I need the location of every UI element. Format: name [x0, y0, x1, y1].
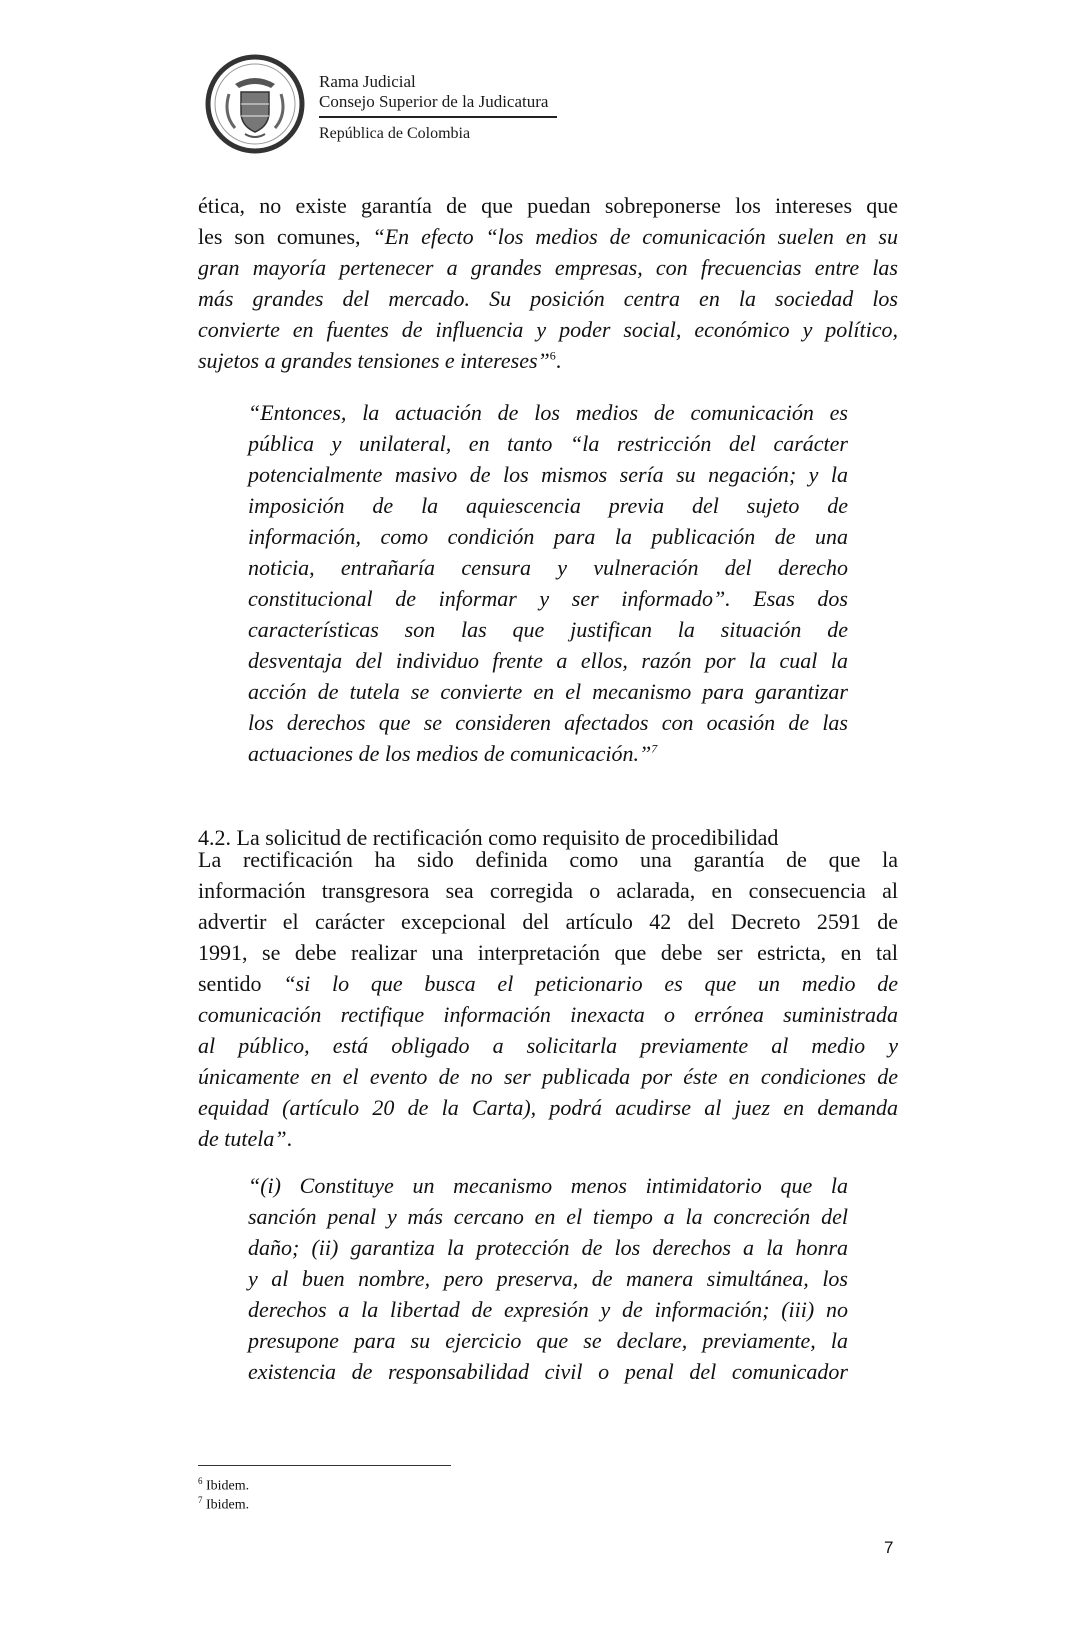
paragraph-2-line [198, 999, 898, 1030]
footnote-number: 7 [198, 1495, 203, 1505]
paragraph-1-last-line [198, 348, 561, 373]
footnote-ref-6[interactable]: 6 [549, 348, 556, 363]
paragraph-1-quote-start: “En efecto “los medios de comunicación suelen en su [372, 224, 898, 249]
paragraph-1-quote: convierte en fuentes de influencia y poder social, económico y político, [198, 317, 898, 342]
footnote-7 [198, 1492, 249, 1514]
paragraph-1-line: ética, no existe garantía de que puedan sobreponerse los intereses que [198, 193, 898, 218]
paragraph-2-quote: comunicación rectifique información inexacta o errónea suministrada [198, 1002, 898, 1027]
paragraph-1-quote: gran mayoría pertenecer a grandes empresas, con frecuencias entre las [198, 255, 898, 280]
block-quote1-line: noticia, entrañaría censura y vulneración del derecho [248, 555, 848, 580]
paragraph-2-quote: al público, está obligado a solicitarla previamente al medio y [198, 1033, 898, 1058]
block-quote1-line: características son las que justifican la situación de [248, 617, 848, 642]
institution-line-3: República de Colombia [319, 124, 471, 142]
block-quote1-line: desventaja del individuo frente a ellos, razón por la cual la [248, 648, 848, 673]
page-number: 7 [884, 1538, 894, 1557]
section-heading: 4.2. La solicitud de rectificación como requisito de procedibilidad [198, 825, 779, 850]
coat-of-arms-seal-icon [205, 54, 305, 154]
paragraph-2-line: advertir el carácter excepcional del artículo 42 del Decreto 2591 de [198, 909, 898, 934]
footnote-text: Ibidem. [206, 1478, 250, 1494]
paragraph-1-quote: más grandes del mercado. Su posición centra en la sociedad los [198, 286, 898, 311]
paragraph-1-line [198, 283, 898, 314]
block-quote1-line: constitucional de informar y ser informado”. Esas dos [248, 586, 848, 611]
block-quote2-line: daño; (ii) garantiza la protección de los derechos a la honra [248, 1235, 848, 1260]
block-quote1-line: información, como condición para la publicación de una [248, 524, 848, 549]
institution-name [319, 72, 557, 144]
block-quote2-line: “(i) Constituye un mecanismo menos intimidatorio que la [248, 1173, 848, 1198]
block-quote1-line: los derechos que se consideren afectados con ocasión de las [248, 710, 848, 735]
paragraph-2-line: La rectificación ha sido definida como una garantía de que la [198, 847, 898, 872]
paragraph-2-quote: equidad (artículo 20 de la Carta), podrá acudirse al juez en demanda [198, 1095, 898, 1120]
paragraph-2-quote: únicamente en el evento de no ser publicada por éste en condiciones de [198, 1064, 898, 1089]
block-quote1-text: actuaciones de los medios de comunicación.” [248, 741, 652, 766]
footnote-ref-7[interactable]: 7 [651, 741, 658, 756]
paragraph-1-line [198, 314, 898, 345]
paragraph-1-quote-end: sujetos a grandes tensiones e intereses” [198, 348, 550, 373]
paragraph-2-line [198, 1030, 898, 1061]
block-quote-1 [248, 397, 848, 769]
block-quote1-line: imposición de la aquiescencia previa del sujeto de [248, 493, 848, 518]
block-quote2-line: sanción penal y más cercano en el tiempo a la concreción del [248, 1204, 848, 1229]
block-quote1-line: “Entonces, la actuación de los medios de comunicación es [248, 400, 848, 425]
paragraph-2-period: . [286, 1126, 293, 1151]
header-rule [319, 116, 557, 118]
paragraph-1 [198, 190, 898, 376]
paragraph-2-last-line [198, 1126, 292, 1151]
paragraph-1-line [198, 252, 898, 283]
paragraph-1-text: les son comunes, [198, 224, 373, 249]
block-quote2-line: existencia de responsabilidad civil o penal del comunicador [248, 1359, 848, 1384]
block-quote1-last-line [248, 741, 657, 766]
block-quote2-line: y al buen nombre, pero preserva, de manera simultánea, los [248, 1266, 848, 1291]
paragraph-1-line [198, 221, 898, 252]
block-quote1-line: potencialmente masivo de los mismos sería su negación; y la [248, 462, 848, 487]
paragraph-2-line [198, 1061, 898, 1092]
institution-line-1: Rama Judicial [319, 72, 416, 91]
block-quote1-line: acción de tutela se convierte en el mecanismo para garantizar [248, 679, 848, 704]
institution-line-2: Consejo Superior de la Judicatura [319, 92, 549, 111]
paragraph-2-line [198, 968, 898, 999]
letterhead [205, 54, 585, 154]
paragraph-2-quote-end: de tutela” [198, 1126, 287, 1151]
paragraph-2-quote-start: “si lo que busca el peticionario es que un medio de [283, 971, 898, 996]
footnote-number: 6 [198, 1476, 203, 1486]
paragraph-2-line [198, 1092, 898, 1123]
paragraph-1-period: . [555, 348, 562, 373]
footnote-text: Ibidem. [206, 1497, 250, 1513]
footnote-separator [198, 1465, 451, 1466]
paragraph-2-text: sentido [198, 971, 284, 996]
paragraph-2 [198, 844, 898, 1154]
paragraph-2-line: 1991, se debe realizar una interpretación que debe ser estricta, en tal [198, 940, 898, 965]
block-quote2-line: presupone para su ejercicio que se declare, previamente, la [248, 1328, 848, 1353]
block-quote1-line: pública y unilateral, en tanto “la restricción del carácter [248, 431, 848, 456]
block-quote2-line: derechos a la libertad de expresión y de información; (iii) no [248, 1297, 848, 1322]
block-quote-2 [248, 1170, 848, 1387]
paragraph-2-line: información transgresora sea corregida o aclarada, en consecuencia al [198, 878, 898, 903]
